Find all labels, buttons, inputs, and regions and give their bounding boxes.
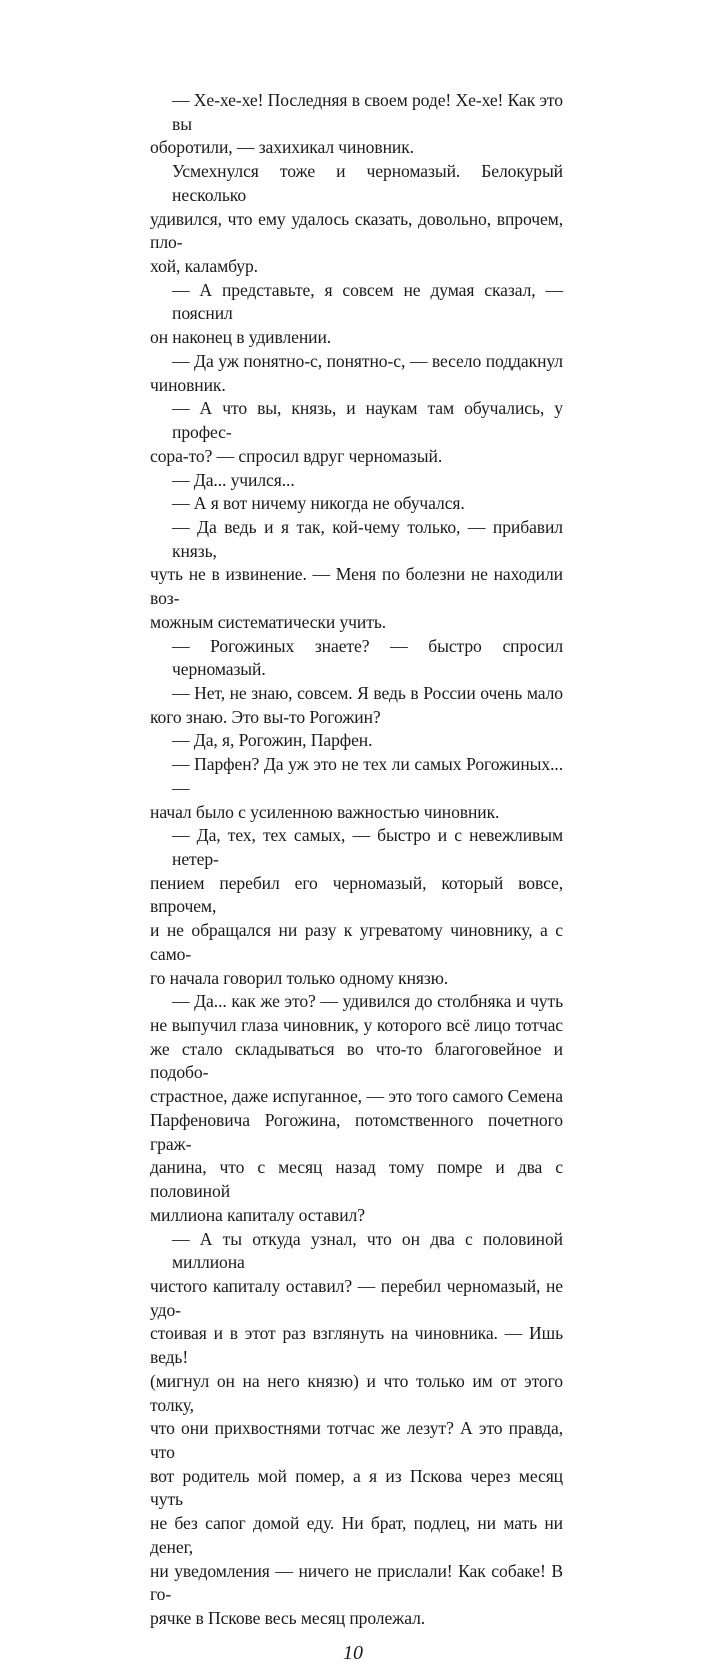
text-line: же стало складываться во что-то благоговейное и подобо- <box>150 1038 563 1083</box>
text-line: что они прихвостнями тотчас же лезут? А это правда, что <box>150 1418 563 1462</box>
paragraph <box>150 350 563 397</box>
paragraph <box>150 635 563 682</box>
text-line: — Да, я, Рогожин, Парфен. <box>172 730 373 751</box>
text-line: — Хе-хе-хе! Последняя в своем роде! Хе-хе! Как это вы <box>172 90 563 134</box>
paragraph <box>150 682 563 729</box>
text-line: — Нет, не знаю, совсем. Я ведь в России очень мало <box>172 682 563 703</box>
text-line: миллиона капиталу оставил? <box>150 1204 365 1225</box>
page-body-text <box>150 89 563 1631</box>
paragraph <box>150 397 563 468</box>
text-line: хой, каламбур. <box>150 256 258 277</box>
text-line: и не обращался ни разу к угреватому чиновнику, а с само- <box>150 920 563 964</box>
text-line: ни уведомления — ничего не прислали! Как собаке! В го- <box>150 1560 563 1605</box>
paragraph <box>150 89 563 160</box>
text-line: — Да ведь и я так, кой-чему только, — прибавил князь, <box>172 516 563 561</box>
text-line: рячке в Пскове весь месяц пролежал. <box>150 1608 426 1628</box>
text-line: го начала говорил только одному князю. <box>150 967 449 988</box>
text-line: Парфеновича Рогожина, потомственного почетного граж- <box>150 1109 563 1154</box>
text-line: оборотили, — захихикал чиновник. <box>150 137 414 158</box>
text-line: вот родитель мой помер, а я из Пскова через месяц чуть <box>150 1465 563 1510</box>
paragraph <box>150 824 563 990</box>
text-line: — А представьте, я совсем не думая сказал, — пояснил <box>172 279 563 324</box>
paragraph <box>150 469 563 493</box>
text-line: — Да... как же это? — удивился до столбняка и чуть <box>172 991 563 1012</box>
text-line: — Да, тех, тех самых, — быстро и с невежливым нетер- <box>172 825 563 869</box>
paragraph <box>150 160 563 279</box>
text-line: не выпучил глаза чиновник, у которого всё лицо тотчас <box>150 1015 563 1036</box>
text-line: страстное, даже испуганное, — это того самого Семена <box>150 1086 563 1107</box>
text-line: чуть не в извинение. — Меня по болезни не находили воз- <box>150 564 563 609</box>
text-line: кого знаю. Это вы-то Рогожин? <box>150 706 381 727</box>
text-line: — А ты откуда узнал, что он два с половиной миллиона <box>172 1228 563 1273</box>
paragraph <box>150 516 563 635</box>
paragraph <box>150 753 563 824</box>
paragraph <box>150 1228 563 1631</box>
text-line: — Рогожиных знаете? — быстро спросил черномазый. <box>172 635 563 680</box>
text-line: чиновник. <box>150 374 226 395</box>
text-line: — А что вы, князь, и наукам там обучались, у профес- <box>172 398 563 443</box>
text-line: — Парфен? Да уж это не тех ли самых Рогожиных... — <box>172 754 563 798</box>
text-line: — Да уж понятно-с, понятно-с, — весело поддакнул <box>172 350 563 371</box>
text-line: удивился, что ему удалось сказать, довольно, впрочем, пло- <box>150 208 563 253</box>
page-number: 10 <box>343 1641 363 1664</box>
text-line: данина, что с месяц назад тому помре и два с половиной <box>150 1157 563 1202</box>
text-line: начал было с усиленною важностью чиновник. <box>150 801 500 822</box>
paragraph <box>150 492 563 516</box>
text-line: пением перебил его черномазый, который вовсе, впрочем, <box>150 872 563 917</box>
paragraph <box>150 990 563 1227</box>
text-line: Усмехнулся тоже и черномазый. Белокурый несколько <box>172 161 563 205</box>
text-line: (мигнул он на него князю) и что только им от этого толку, <box>150 1370 563 1415</box>
text-line: сора-то? — спросил вдруг черномазый. <box>150 445 443 466</box>
text-line: не без сапог домой еду. Ни брат, подлец, ни мать ни денег, <box>150 1513 563 1557</box>
text-line: — Да... учился... <box>172 469 295 490</box>
text-line: можным систематически учить. <box>150 611 387 632</box>
text-line: — А я вот ничему никогда не обучался. <box>172 493 465 514</box>
text-line: он наконец в удивлении. <box>150 327 332 348</box>
text-line: чистого капиталу оставил? — перебил черномазый, не удо- <box>150 1275 563 1320</box>
paragraph <box>150 729 563 753</box>
text-line: стоивая и в этот раз взглянуть на чиновника. — Ишь ведь! <box>150 1323 563 1368</box>
paragraph <box>150 279 563 350</box>
